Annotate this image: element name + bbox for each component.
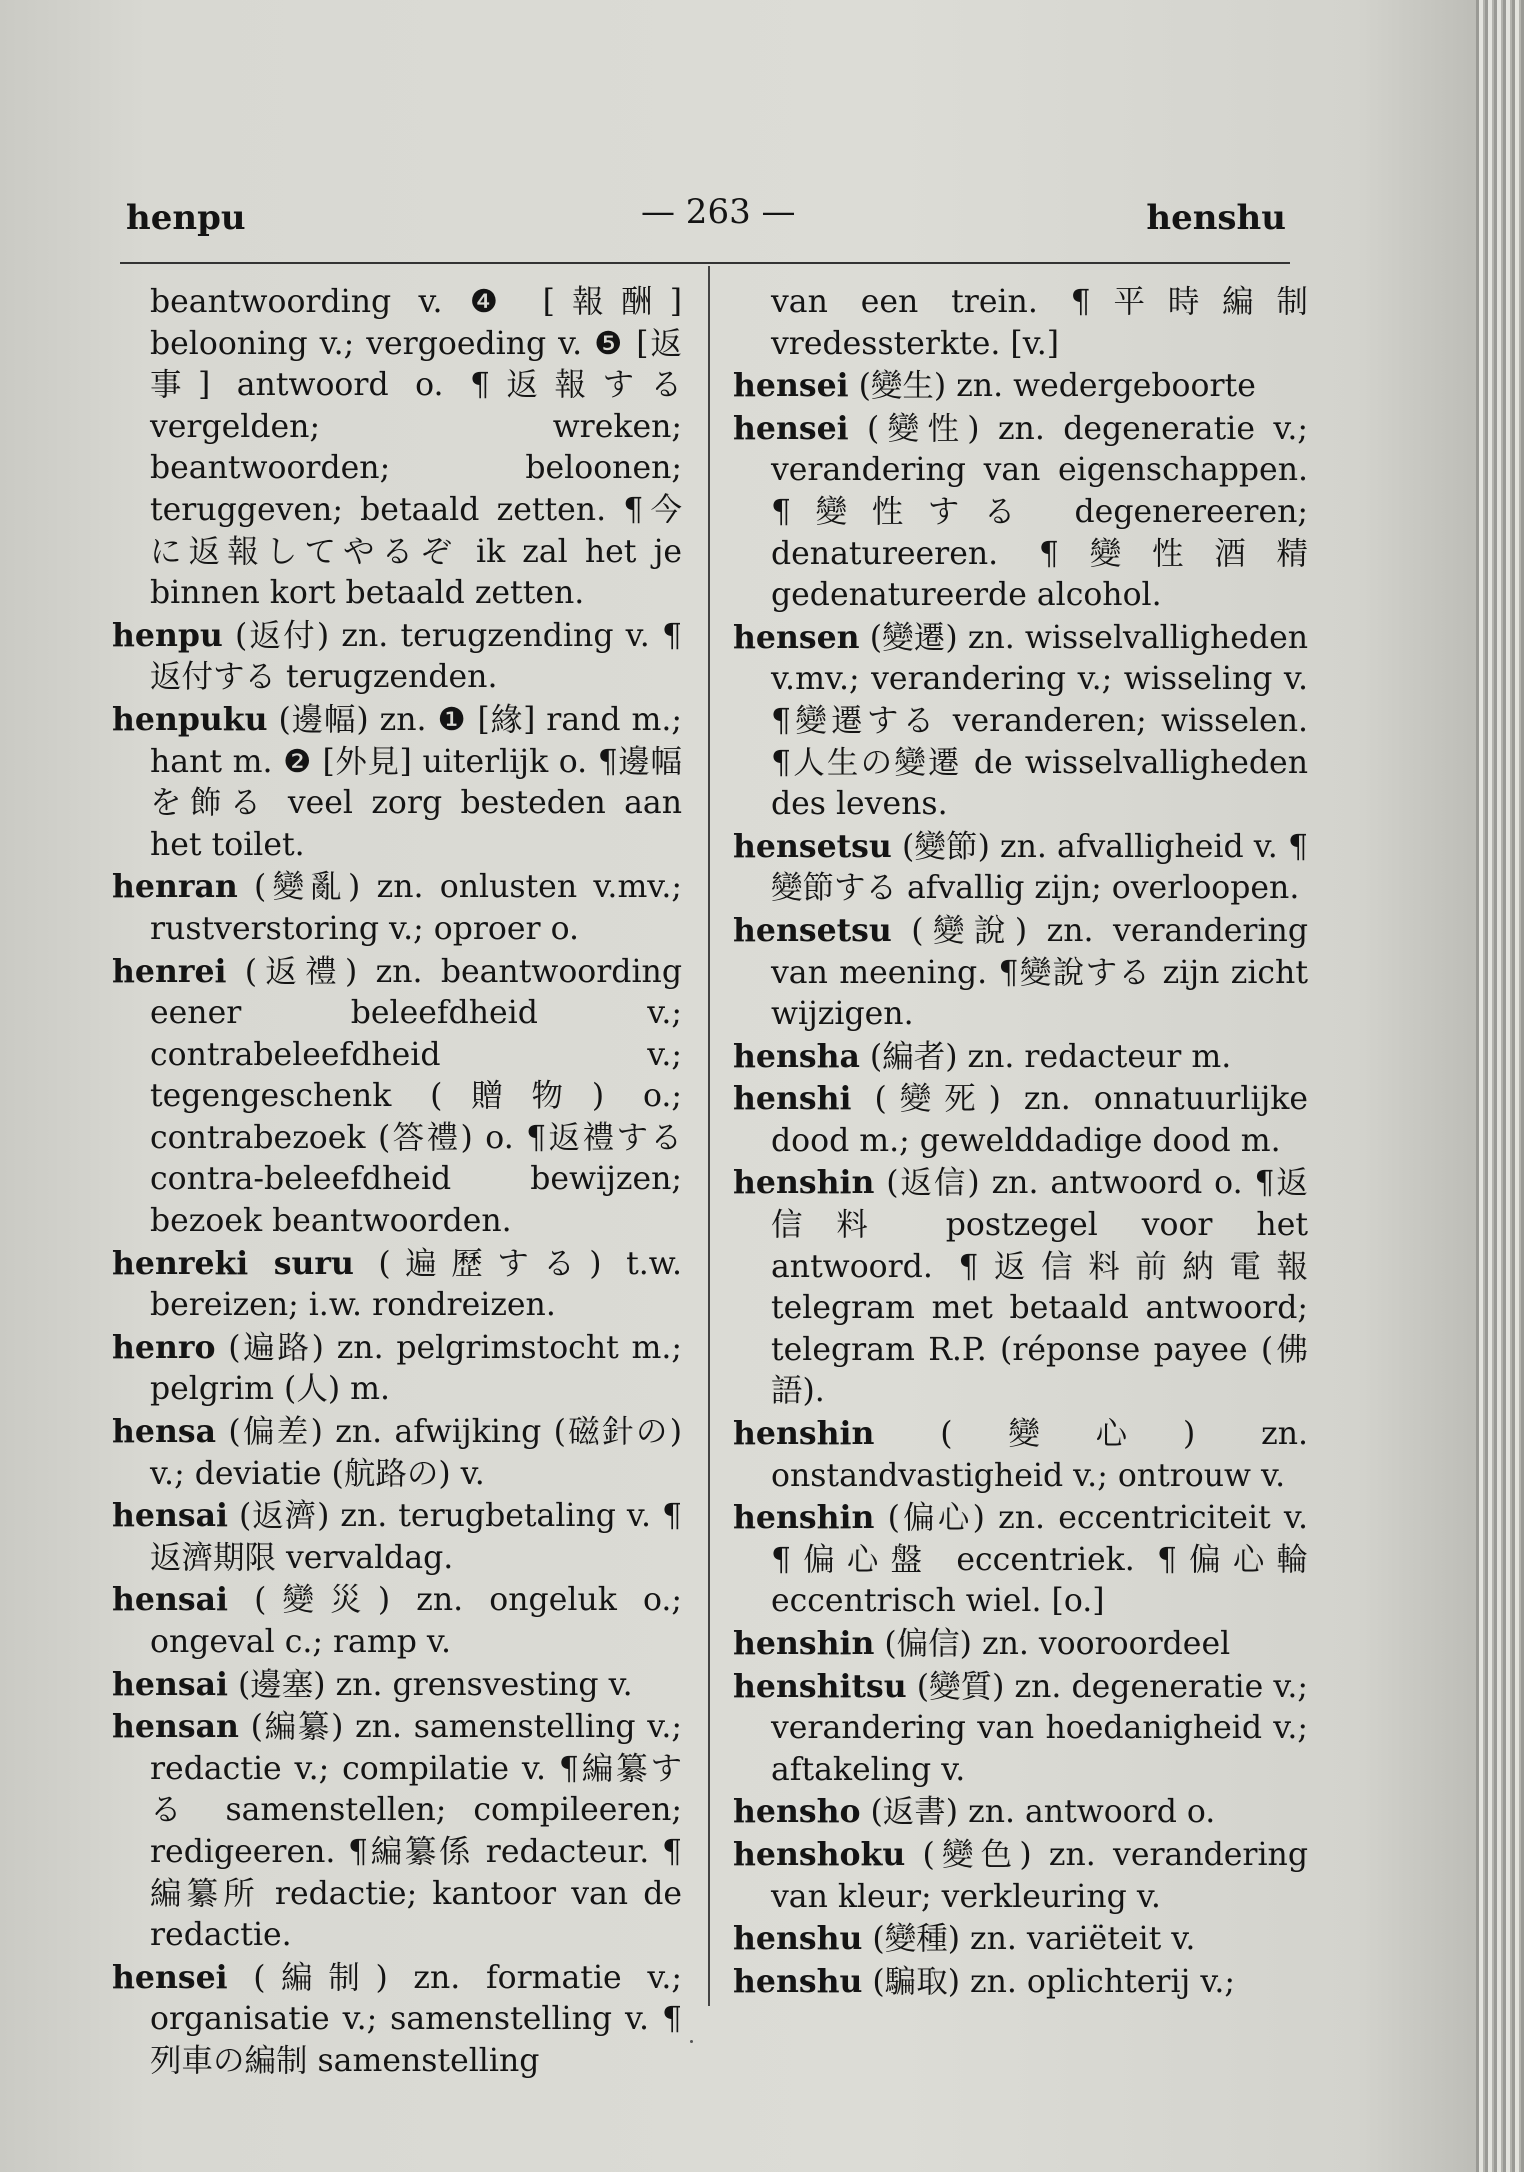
entry-text: (遍歷する) t.w. bereizen; i.w. rondreizen. [150,1245,682,1324]
entry-text: (變生) zn. wedergeboorte [858,368,1256,405]
entry-text: (編制) zn. formatie v.; organisatie v.; samenstelling v. ¶列車の編制 samenstelling [150,1959,682,2079]
dictionary-entry [733,1413,1308,1497]
entry-headword: hensai [112,1665,228,1703]
dictionary-entry [733,1918,1308,1961]
entry-headword: henshu [733,1962,863,2000]
column-divider [708,266,710,2006]
entry-text: (變色) zn. verandering van kleur; verkleuring v. [771,1836,1308,1915]
entry-text: van een trein. ¶平時編制 vredessterkte. [v.] [771,284,1308,362]
entry-headword: henran [112,868,238,906]
right-guide-word: henshu [1146,198,1286,238]
dictionary-entry [733,1834,1308,1918]
dictionary-entry [112,1495,682,1579]
entry-text: (變種) zn. variëteit v. [872,1921,1196,1958]
entry-headword: hensa [112,1413,216,1451]
dictionary-entry [733,1961,1308,2004]
left-column [112,282,682,2083]
dictionary-entry [733,1078,1308,1162]
entry-text: (變節) zn. afvalligheid v. ¶變節する afvallig zijn; overloopen. [771,828,1308,907]
dictionary-entry [733,826,1308,910]
entry-headword: hensetsu [733,911,892,949]
entry-headword: hensha [733,1037,860,1075]
entry-headword: hensei [733,367,849,405]
dictionary-entry [733,910,1308,1036]
dictionary-entry [733,1162,1308,1413]
dictionary-entry [733,365,1308,408]
entry-text: (返付) zn. terugzending v. ¶返付する terugzenden. [150,617,683,696]
dictionary-entry [733,282,1308,365]
entry-headword: henrei [112,952,227,990]
entry-text: (變性) zn. degeneratie v.; verandering van eigenschappen. ¶變性する degenereeren; denatureeren. ¶變性酒精 gedenatureerde alcohol. [771,410,1309,614]
entry-headword: henpu [112,616,223,654]
entry-headword: henshin [733,1164,875,1202]
dictionary-entry [112,615,682,699]
entry-text: (返信) zn. antwoord o. ¶返信料 postzegel voor het antwoord. ¶返信料前納電報 telegram met betaald antwoord; telegram R.P. (réponse payee (佛語). [771,1165,1308,1410]
dictionary-entry [112,1243,682,1327]
entry-text: (返濟) zn. terugbetaling v. ¶返濟期限 vervaldag. [150,1498,683,1576]
dictionary-entry [112,282,682,615]
entry-headword: henreki suru [112,1244,354,1282]
dictionary-entry [733,617,1308,826]
entry-headword: hensan [112,1708,239,1746]
header-rule [120,262,1290,264]
entry-text: (變遷) zn. wisselvalligheden v.mv.; verandering v.; wisseling v. ¶變遷する veranderen; wisselen. ¶人生の變遷 de wisselvalligheden des levens. [771,619,1309,823]
dictionary-entry [112,1327,682,1411]
page-edges [1476,0,1524,2172]
entry-text: (變心) zn. onstandvastigheid v.; ontrouw v. [771,1416,1308,1494]
entry-text: (偏差) zn. afwijking (磁針の) v.; deviatie (航路の) v. [150,1414,683,1492]
entry-headword: hensetsu [733,827,892,865]
dictionary-entry [733,1666,1308,1792]
dictionary-entry [733,1497,1308,1623]
entry-headword: henshi [733,1080,852,1118]
entry-headword: henro [112,1328,216,1366]
entry-headword: hensen [733,618,860,656]
dictionary-entry [112,1957,682,2083]
entry-text: (偏心) zn. eccentriciteit v. ¶偏心盤 eccentriek. ¶偏心輪 eccentrisch wiel. [o.] [771,1500,1308,1620]
entry-text: (變亂) zn. onlusten v.mv.; rustverstoring v.; oproer o. [150,869,682,947]
entry-text: (騙取) zn. oplichterij v.; [872,1963,1236,2000]
dictionary-entry [112,951,682,1243]
dictionary-entry [112,866,682,950]
entry-text: (編纂) zn. samenstelling v.; redactie v.; compilatie v. ¶編纂する samenstellen; compileeren; redigeeren. ¶編纂係 redacteur. ¶編纂所 redactie; kantoor van de redactie. [150,1709,682,1954]
entry-text: (返書) zn. antwoord o. [870,1794,1216,1831]
entry-headword: hensho [733,1793,861,1831]
entry-headword: henshu [733,1920,863,1958]
entry-text: (變災) zn. ongeluk o.; ongeval c.; ramp v. [150,1582,682,1660]
dictionary-entry [733,1036,1308,1079]
dictionary-entry [112,699,682,866]
dictionary-entry [733,1791,1308,1834]
entry-headword: henpuku [112,700,268,738]
entry-text: (編者) zn. redacteur m. [869,1038,1232,1075]
entry-text: (遍路) zn. pelgrimstocht m.; pelgrim (人) m. [150,1329,683,1408]
dictionary-entry [112,1411,682,1495]
entry-headword: henshin [733,1499,875,1537]
entry-headword: hensai [112,1581,228,1619]
left-guide-word: henpu [126,198,246,238]
page-number: — 263 — [641,192,796,232]
page-header [126,192,1286,248]
entry-headword: henshitsu [733,1667,907,1705]
entry-text: beantwoording v. ❹ [報酬] belooning v.; vergoeding v. ❺ [返事] antwoord o. ¶返報する vergelden; wreken; beantwoorden; beloonen; teruggeven; betaald zetten. ¶今に返報してやるぞ ik zal het je binnen kort betaald zetten. [150,284,682,612]
entry-headword: hensei [733,409,849,447]
dictionary-entry [112,1579,682,1663]
entry-headword: hensai [112,1497,228,1535]
entry-text: (邊幅) zn. ❶ [緣] rand m.; hant m. ❷ [外見] uiterlijk o. ¶邊幅を飾る veel zorg besteden aan het toilet. [150,701,682,863]
page-speck [690,2040,693,2043]
entry-text: (偏信) zn. vooroordeel [884,1626,1231,1662]
entry-text: (變說) zn. verandering van meening. ¶變說する zijn zicht wijzigen. [771,912,1308,1033]
entry-headword: henshoku [733,1835,906,1873]
entry-text: (邊塞) zn. grensvesting v. [237,1666,633,1703]
dictionary-entry [733,408,1308,617]
entry-headword: henshin [733,1625,875,1662]
entry-headword: hensei [112,1958,228,1996]
entry-headword: henshin [733,1415,875,1453]
right-column [733,282,1308,2003]
dictionary-entry [733,1623,1308,1666]
entry-text: (變死) zn. onnatuurlijke dood m.; gewelddadige dood m. [771,1081,1308,1159]
dictionary-entry [112,1664,682,1707]
entry-text: (返禮) zn. beantwoording eener beleefdheid v.; contrabeleefdheid v.; tegengeschenk (贈物) o.; contrabezoek (答禮) o. ¶返禮する contra-beleefdheid bewijzen; bezoek beantwoorden. [150,953,682,1240]
entry-text: (變質) zn. degeneratie v.; verandering van hoedanigheid v.; aftakeling v. [771,1668,1309,1788]
dictionary-entry [112,1706,682,1957]
